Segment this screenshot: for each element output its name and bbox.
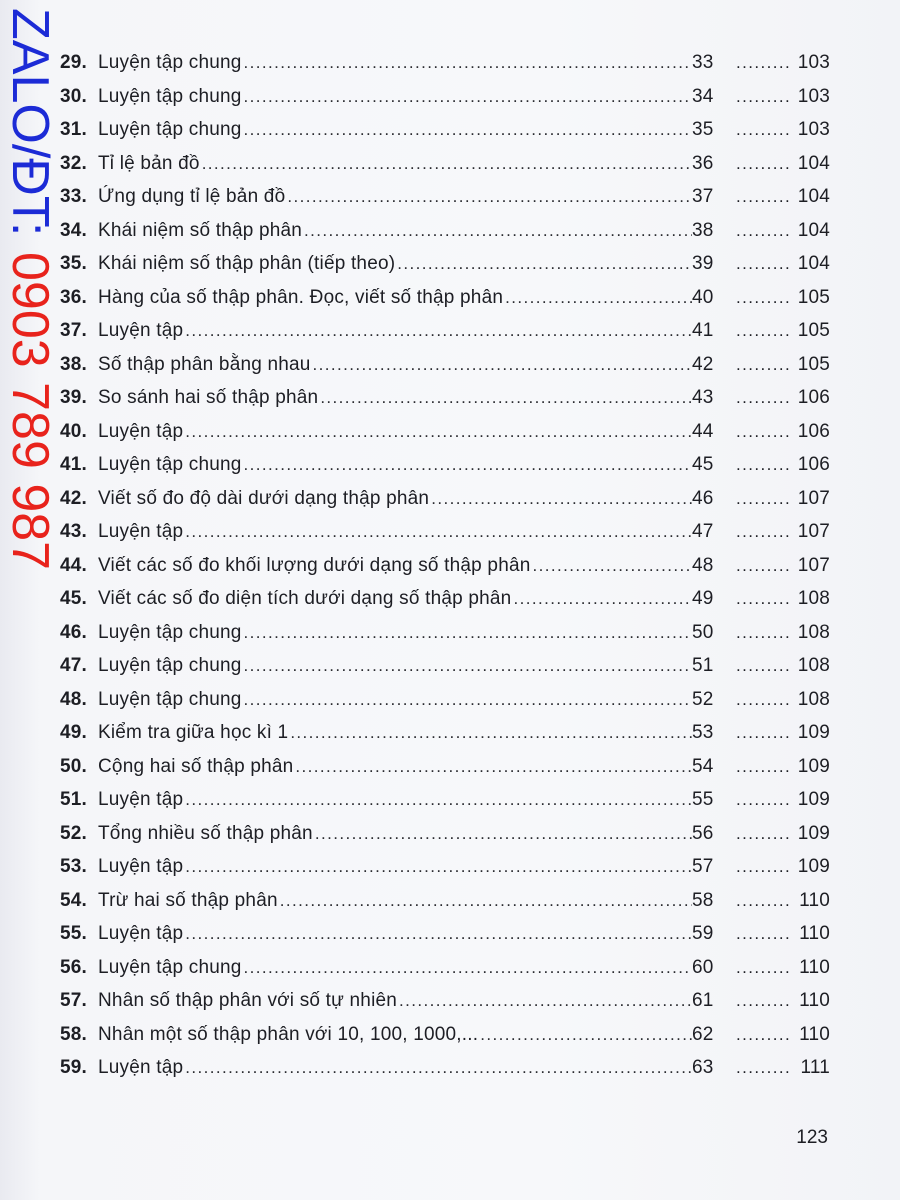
- dot-leader: [736, 857, 790, 877]
- toc-entry-page: 106: [797, 420, 830, 442]
- toc-entry: [60, 287, 830, 321]
- dot-leader: [736, 790, 790, 810]
- toc-entry-title: Số thập phân bằng nhau: [98, 353, 311, 375]
- toc-entry-page: 107: [797, 554, 830, 576]
- toc-entry-number: 45.: [60, 588, 88, 609]
- toc-entry-lesson-number: 39: [692, 253, 714, 274]
- toc-entry-number: 48.: [60, 688, 88, 710]
- toc-entry: [60, 52, 830, 86]
- dot-leader: [287, 187, 692, 207]
- toc-entry-lesson-number: 49: [692, 588, 714, 609]
- dot-leader: [736, 489, 790, 509]
- toc-entry-title: Luyện tập: [98, 1057, 184, 1078]
- dot-leader: [397, 254, 692, 274]
- dot-leader: [736, 154, 790, 174]
- toc-entry: [60, 421, 830, 455]
- toc-entry-page: 106: [797, 454, 830, 475]
- toc-entry-title: Luyện tập: [98, 856, 184, 877]
- toc-entry-title: Kiểm tra giữa học kì 1: [98, 722, 289, 743]
- toc-entry-number: 32.: [60, 152, 88, 174]
- dot-leader: [736, 924, 790, 944]
- toc-entry: [60, 186, 830, 220]
- toc-entry-lesson-number: 45: [692, 454, 714, 475]
- toc-entry-lesson-number: 60: [692, 956, 714, 978]
- dot-leader: [736, 723, 790, 743]
- toc-entry-number: 51.: [60, 789, 88, 810]
- toc-entry-page: 108: [797, 621, 830, 643]
- toc-entry: [60, 957, 830, 991]
- toc-entry-lesson-number: 36: [692, 152, 714, 174]
- toc-entry-lesson-number: 55: [692, 789, 714, 810]
- toc-entry-title: Luyện tập: [98, 420, 184, 442]
- dot-leader: [736, 355, 790, 375]
- toc-entry-page: 110: [799, 923, 830, 944]
- toc-entry-lesson-number: 41: [692, 320, 714, 341]
- toc-entry-number: 59.: [60, 1057, 88, 1078]
- toc-entry-page: 106: [797, 387, 830, 408]
- page-number: 123: [796, 1127, 828, 1148]
- toc-entry-page: 103: [797, 52, 830, 73]
- dot-leader: [736, 1025, 790, 1045]
- dot-leader: [480, 1025, 692, 1045]
- toc-entry-number: 30.: [60, 85, 88, 107]
- dot-leader: [736, 991, 790, 1011]
- dot-leader: [320, 388, 692, 408]
- toc-entry-title: Nhân số thập phân với số tự nhiên: [98, 990, 398, 1011]
- toc-entry-lesson-number: 42: [692, 353, 714, 375]
- toc-entry-lesson-number: 40: [692, 286, 714, 308]
- dot-leader: [736, 87, 790, 107]
- dot-leader: [736, 1058, 790, 1078]
- dot-leader: [736, 422, 790, 442]
- toc-entry-title: Khái niệm số thập phân: [98, 219, 303, 241]
- toc-entry-number: 46.: [60, 621, 88, 643]
- watermark-label: ZALO/ĐT:: [1, 8, 59, 237]
- toc-entry-page: 109: [797, 722, 830, 743]
- toc-entry: [60, 354, 830, 388]
- toc-entry: [60, 655, 830, 689]
- toc-entry-title: Luyện tập chung: [98, 688, 242, 710]
- dot-leader: [244, 120, 692, 140]
- dot-leader: [244, 53, 692, 73]
- toc-entry-title: Tỉ lệ bản đồ: [98, 152, 200, 174]
- toc-entry-number: 37.: [60, 320, 88, 341]
- toc-entry: [60, 856, 830, 890]
- toc-entry: [60, 990, 830, 1024]
- toc-entry-page: 107: [797, 487, 830, 509]
- dot-leader: [736, 690, 790, 710]
- dot-leader: [202, 154, 692, 174]
- toc-entry-lesson-number: 35: [692, 119, 714, 140]
- toc-entry-page: 110: [799, 1023, 830, 1045]
- dot-leader: [185, 790, 692, 810]
- toc-entry: [60, 253, 830, 287]
- toc-entry-number: 57.: [60, 990, 88, 1011]
- dot-leader: [736, 455, 790, 475]
- toc-entry-title: Luyện tập: [98, 923, 184, 944]
- toc-entry-lesson-number: 56: [692, 822, 714, 844]
- toc-entry-page: 108: [797, 588, 830, 609]
- toc-entry-title: Tổng nhiều số thập phân: [98, 822, 313, 844]
- toc-entry-title: Luyện tập chung: [98, 956, 242, 978]
- toc-entry: [60, 220, 830, 254]
- toc-entry-page: 110: [799, 990, 830, 1011]
- toc-entry-lesson-number: 63: [692, 1057, 714, 1078]
- toc-entry-title: Hàng của số thập phân. Đọc, viết số thập phân: [98, 286, 504, 308]
- toc-entry: [60, 722, 830, 756]
- toc-entry-page: 105: [797, 286, 830, 308]
- dot-leader: [244, 623, 692, 643]
- toc-entry: [60, 555, 830, 589]
- toc-entry-page: 108: [797, 655, 830, 676]
- toc-entry-lesson-number: 51: [692, 655, 714, 676]
- toc-entry: [60, 1024, 830, 1058]
- dot-leader: [533, 556, 693, 576]
- toc-entry-page: 107: [797, 521, 830, 542]
- toc-entry-lesson-number: 59: [692, 923, 714, 944]
- toc-entry-page: 110: [799, 889, 830, 911]
- toc-entry: [60, 689, 830, 723]
- toc-entry-number: 38.: [60, 353, 88, 375]
- toc-entry-number: 54.: [60, 889, 88, 911]
- toc-entry-number: 31.: [60, 119, 88, 140]
- toc-entry-title: Viết các số đo diện tích dưới dạng số thập phân: [98, 588, 512, 609]
- toc-entry-number: 49.: [60, 722, 88, 743]
- toc-entry: [60, 622, 830, 656]
- dot-leader: [315, 824, 692, 844]
- dot-leader: [513, 589, 692, 609]
- toc-entry-page: 109: [797, 789, 830, 810]
- toc-entry-title: Luyện tập: [98, 789, 184, 810]
- toc-entry-number: 56.: [60, 956, 88, 978]
- toc-entry-lesson-number: 48: [692, 554, 714, 576]
- dot-leader: [505, 288, 692, 308]
- dot-leader: [185, 1058, 692, 1078]
- toc-entry: [60, 1057, 830, 1091]
- toc-entry-page: 109: [797, 856, 830, 877]
- dot-leader: [185, 857, 692, 877]
- toc-entry-number: 39.: [60, 387, 88, 408]
- toc-entry-title: Luyện tập: [98, 521, 184, 542]
- dot-leader: [736, 187, 790, 207]
- dot-leader: [185, 422, 692, 442]
- toc-entry-number: 41.: [60, 454, 88, 475]
- toc-entry-lesson-number: 61: [692, 990, 714, 1011]
- toc-entry-page: 104: [797, 253, 830, 274]
- toc-entry-number: 34.: [60, 219, 88, 241]
- toc-entry-lesson-number: 58: [692, 889, 714, 911]
- dot-leader: [244, 455, 692, 475]
- dot-leader: [736, 891, 790, 911]
- toc-entry-title: Luyện tập chung: [98, 621, 242, 643]
- toc-entry-number: 44.: [60, 554, 88, 576]
- dot-leader: [431, 489, 692, 509]
- toc-entry-lesson-number: 54: [692, 755, 714, 777]
- toc-entry-number: 42.: [60, 487, 88, 509]
- toc-entry: [60, 923, 830, 957]
- toc-entry-title: So sánh hai số thập phân: [98, 387, 319, 408]
- toc-entry-title: Luyện tập chung: [98, 52, 242, 73]
- toc-entry: [60, 823, 830, 857]
- toc-entry-page: 109: [797, 755, 830, 777]
- toc-entry-number: 58.: [60, 1023, 88, 1045]
- toc-entry-number: 47.: [60, 655, 88, 676]
- dot-leader: [736, 221, 790, 241]
- dot-leader: [185, 522, 692, 542]
- toc-entry-title: Luyện tập chung: [98, 85, 242, 107]
- dot-leader: [736, 53, 790, 73]
- toc-entry-lesson-number: 43: [692, 387, 714, 408]
- toc-entry-title: Luyện tập chung: [98, 119, 242, 140]
- toc-entry-lesson-number: 52: [692, 688, 714, 710]
- toc-entry-page: 109: [797, 822, 830, 844]
- toc-entry-number: 53.: [60, 856, 88, 877]
- toc-entry: [60, 521, 830, 555]
- dot-leader: [290, 723, 692, 743]
- dot-leader: [736, 288, 790, 308]
- dot-leader: [736, 556, 790, 576]
- toc-entry-title: Viết số đo độ dài dưới dạng thập phân: [98, 487, 430, 509]
- toc-entry-page: 105: [797, 353, 830, 375]
- dot-leader: [736, 757, 790, 777]
- toc-entry-lesson-number: 50: [692, 621, 714, 643]
- toc-entry-page: 105: [797, 320, 830, 341]
- table-of-contents: [60, 52, 830, 1091]
- toc-entry-title: Luyện tập chung: [98, 655, 242, 676]
- toc-entry-number: 29.: [60, 52, 88, 73]
- toc-entry: [60, 320, 830, 354]
- toc-entry: [60, 588, 830, 622]
- dot-leader: [244, 656, 692, 676]
- toc-entry-title: Luyện tập chung: [98, 454, 242, 475]
- toc-entry: [60, 86, 830, 120]
- watermark-phone: 0903 789 987: [1, 252, 59, 571]
- toc-entry-lesson-number: 33: [692, 52, 714, 73]
- toc-entry-lesson-number: 37: [692, 186, 714, 207]
- toc-entry-lesson-number: 62: [692, 1023, 714, 1045]
- toc-entry-number: 36.: [60, 286, 88, 308]
- watermark: [0, 0, 58, 600]
- dot-leader: [736, 120, 790, 140]
- dot-leader: [244, 87, 692, 107]
- toc-entry-lesson-number: 38: [692, 219, 714, 241]
- dot-leader: [736, 388, 790, 408]
- toc-entry-page: 103: [797, 85, 830, 107]
- toc-entry-title: Nhân một số thập phân với 10, 100, 1000,...: [98, 1023, 479, 1045]
- toc-entry: [60, 488, 830, 522]
- toc-entry-page: 104: [797, 219, 830, 241]
- toc-entry-lesson-number: 34: [692, 85, 714, 107]
- dot-leader: [304, 221, 692, 241]
- toc-entry-page: 104: [797, 152, 830, 174]
- toc-entry: [60, 890, 830, 924]
- dot-leader: [185, 924, 692, 944]
- dot-leader: [313, 355, 692, 375]
- toc-entry-number: 43.: [60, 521, 88, 542]
- toc-entry-page: 103: [797, 119, 830, 140]
- toc-entry: [60, 756, 830, 790]
- toc-entry-number: 50.: [60, 755, 88, 777]
- toc-entry-title: Viết các số đo khối lượng dưới dạng số thập phân: [98, 554, 531, 576]
- dot-leader: [736, 589, 790, 609]
- toc-entry-number: 40.: [60, 420, 88, 442]
- toc-entry-number: 55.: [60, 923, 88, 944]
- toc-entry-title: Khái niệm số thập phân (tiếp theo): [98, 253, 396, 274]
- dot-leader: [280, 891, 692, 911]
- toc-entry: [60, 387, 830, 421]
- dot-leader: [736, 254, 790, 274]
- dot-leader: [244, 958, 692, 978]
- toc-entry-lesson-number: 44: [692, 420, 714, 442]
- toc-entry-lesson-number: 57: [692, 856, 714, 877]
- dot-leader: [244, 690, 692, 710]
- toc-entry-title: Cộng hai số thập phân: [98, 755, 294, 777]
- toc-entry-title: Luyện tập: [98, 320, 184, 341]
- toc-entry: [60, 119, 830, 153]
- toc-entry-page: 110: [799, 956, 830, 978]
- toc-entry-page: 104: [797, 186, 830, 207]
- toc-entry-lesson-number: 47: [692, 521, 714, 542]
- toc-entry-number: 52.: [60, 822, 88, 844]
- toc-entry-title: Ứng dụng tỉ lệ bản đồ: [98, 186, 286, 207]
- dot-leader: [736, 321, 790, 341]
- toc-entry-page: 108: [797, 688, 830, 710]
- dot-leader: [736, 522, 790, 542]
- toc-entry-lesson-number: 53: [692, 722, 714, 743]
- toc-entry-lesson-number: 46: [692, 487, 714, 509]
- dot-leader: [295, 757, 692, 777]
- dot-leader: [185, 321, 692, 341]
- dot-leader: [399, 991, 692, 1011]
- toc-entry-number: 33.: [60, 186, 88, 207]
- toc-entry-number: 35.: [60, 253, 88, 274]
- toc-entry: [60, 454, 830, 488]
- dot-leader: [736, 623, 790, 643]
- dot-leader: [736, 824, 790, 844]
- toc-entry-page: 111: [800, 1057, 830, 1078]
- toc-entry: [60, 153, 830, 187]
- toc-entry: [60, 789, 830, 823]
- dot-leader: [736, 656, 790, 676]
- toc-entry-title: Trừ hai số thập phân: [98, 889, 278, 911]
- dot-leader: [736, 958, 790, 978]
